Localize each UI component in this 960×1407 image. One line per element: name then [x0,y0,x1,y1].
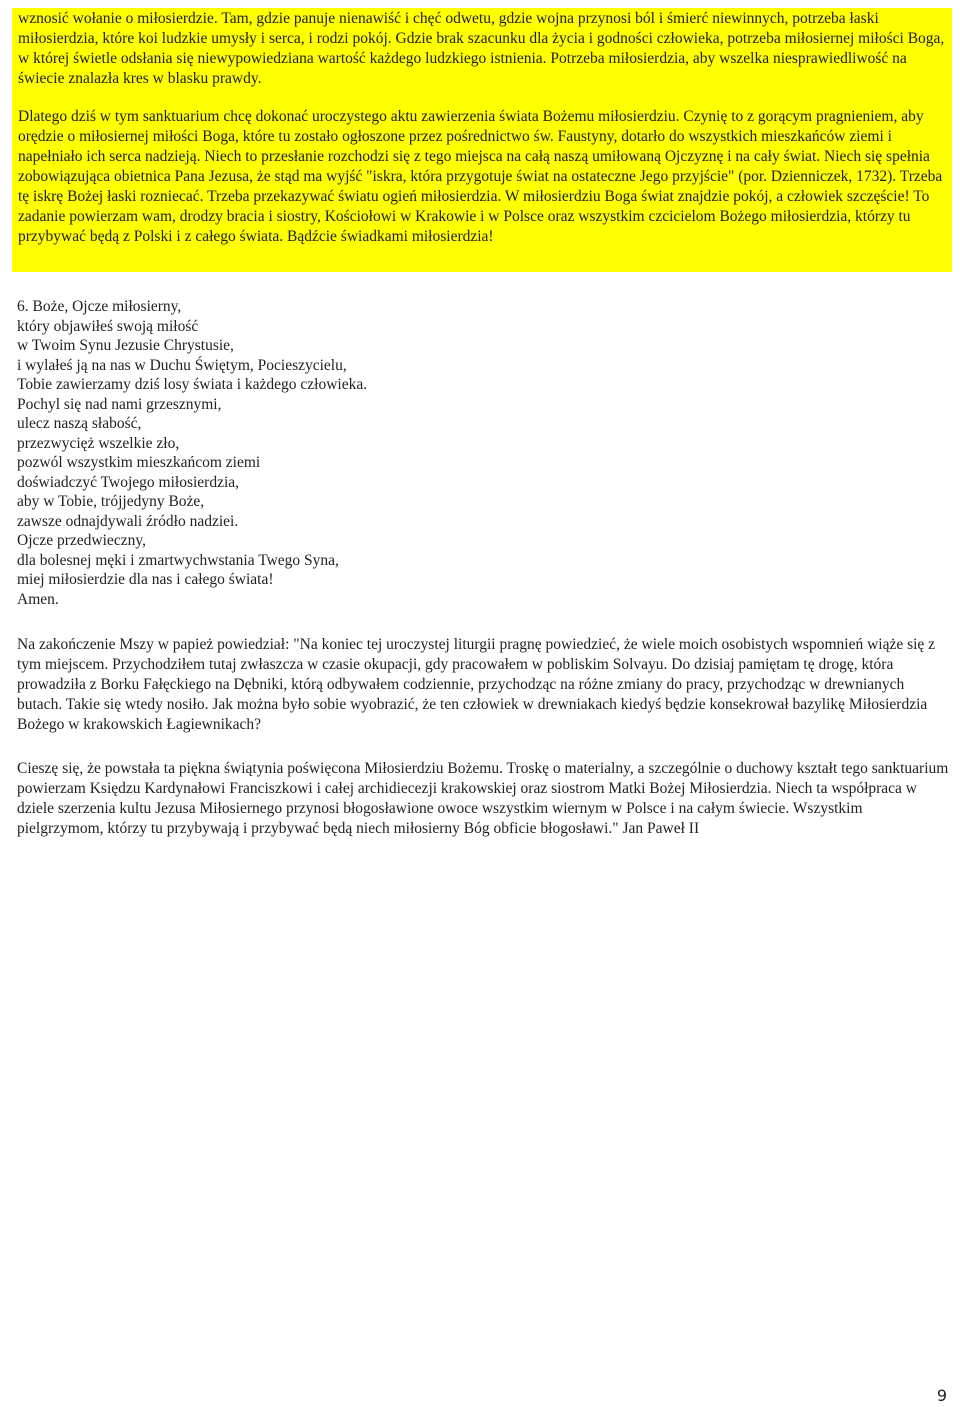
prayer-line: zawsze odnajdywali źródło nadziei. [17,512,239,530]
prayer-line: Ojcze przedwieczny, [17,532,146,549]
prayer-line: w Twoim Synu Jezusie Chrystusie, [17,337,234,354]
prayer-line: miej miłosierdzie dla nas i całego świata! [17,571,274,588]
prayer-line: i wylałeś ją na nas w Duchu Świętym, Pocieszycielu, [17,356,347,374]
prayer-line: Amen. [17,590,59,608]
highlighted-paragraph-2: Dlatego dziś w tym sanktuarium chcę dokonać uroczystego aktu zawierzenia świata Bożemu miłosierdziu. Czynię to z gorącym pragnieniem, aby orędzie o miłosiernej miłości Boga, które tu zostało ogłoszone przez pośrednictwo św. Faustyny, dotarło do wszystkich mieszkańców ziemi i napełniało ich serca nadzieją. Niech to przesłanie rozchodzi się z tego miejsca na całą naszą umiłowaną Ojczyznę i na cały świat. Niech się spełnia zobowiązująca obietnica Pana Jezusa, że stąd ma wyjść "iskra, która przygotuje świat na ostateczne Jego przyjście" (por. Dzienniczek, 1732). Trzeba tę iskrę Bożej łaski rozniecać. Trzeba przekazywać światu ogień miłosierdzia. W miłosierdziu Boga świat znajdzie pokój, a człowiek szczęście! To zadanie powierzam wam, drodzy bracia i siostry, Kościołowi w Krakowie i w Polsce oraz wszystkim czcicielom Bożego miłosierdzia, którzy tu przybywać będą z Polski i z całego świata. Bądźcie świadkami miłosierdzia! [18,108,943,245]
page-number: 9 [936,1386,947,1405]
prayer [17,297,617,609]
prayer-line: Tobie zawierzamy dziś losy świata i każdego człowieka. [17,376,368,393]
prayer-line: aby w Tobie, trójjedyny Boże, [17,493,205,510]
prayer-line: przezwycięż wszelkie zło, [17,434,180,452]
highlighted-text [18,9,948,265]
prayer-line: 6. Boże, Ojcze miłosierny, [17,298,182,315]
closing-paragraph-2: Cieszę się, że powstała ta piękna świątynia poświęcona Miłosierdziu Bożemu. Troskę o materialny, a szczególnie o duchowy kształt tego sanktuarium powierzam Księdzu Kardynałowi Franciszkowi i całej archidiecezji krakowskiej oraz siostrom Matki Bożej Miłosierdzia. Niech ta współpraca w dziele szerzenia kultu Jezusa Miłosiernego przynosi błogosławione owoce wszystkim wiernym w Polsce i na całym świecie. Wszystkim pielgrzymom, którzy tu przybywają i przybywać będą niech miłosierny Bóg obficie błogosławi." Jan Paweł II [17,760,949,837]
prayer-line: dla bolesnej męki i zmartwychwstania Twego Syna, [17,551,339,569]
highlighted-paragraph-1: wznosić wołanie o miłosierdzie. Tam, gdzie panuje nienawiść i chęć odwetu, gdzie wojna przynosi ból i śmierć niewinnych, potrzeba łaski miłosierdzia, które koi ludzkie umysły i serca, i rodzi pokój. Gdzie brak szacunku dla życia i godności człowieka, potrzeba miłosiernej miłości Boga, w której świetle odsłania się niewypowiedziana wartość każdego ludzkiego istnienia. Potrzeba miłosierdzia, aby wszelka niesprawiedliwość na świecie znalazła kres w blasku prawdy. [18,10,945,87]
prayer-line: ulecz naszą słabość, [17,415,142,432]
prayer-line: który objawiłeś swoją miłość [17,317,199,335]
prayer-line: doświadczyć Twojego miłosierdzia, [17,473,240,491]
closing-paragraph-1: Na zakończenie Mszy w papież powiedział: "Na koniec tej uroczystej liturgii pragnę powiedzieć, że wiele moich osobistych wspomnień wiąże się z tym miejscem. Przychodziłem tutaj zwłaszcza w czasie okupacji, gdy pracowałem w pobliskim Solvayu. Do dzisiaj pamiętam tę drogę, która prowadziła z Borku Fałęckiego na Dębniki, którą odbywałem codziennie, przychodząc na różne zmiany do pracy, przychodząc w drewnianych butach. Takie się wtedy nosiło. Jak można było sobie wyobrazić, że ten człowiek w drewniakach kiedyś będzie konsekrował bazylikę Miłosierdzia Bożego w krakowskich Łagiewnikach? [17,636,936,733]
prayer-line: pozwól wszystkim mieszkańcom ziemi [17,454,261,471]
prayer-line: Pochyl się nad nami grzesznymi, [17,395,222,413]
